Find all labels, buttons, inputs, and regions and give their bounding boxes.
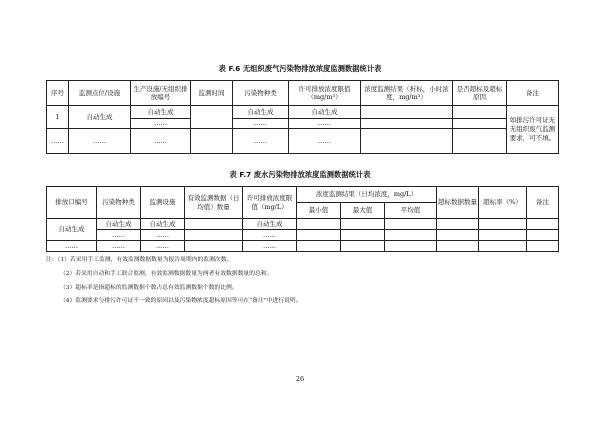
header-cell: 备注 [507,81,559,106]
table-cell [341,241,385,252]
subheader-cell: 最小值 [297,203,341,219]
table-cell [297,219,341,230]
table-cell [185,219,243,230]
header-cell: 浓度监测结果（折标，小时浓度，mg/m³） [361,81,453,106]
note-line: （2）若采用自动和手工联合监测，有效监测数据数量为两者有效数据数量的总和。 [60,270,273,277]
header-cell: 有效监测数据（日均值）数量 [185,187,243,219]
table-cell: …… [97,230,141,241]
subheader-cell: 最大值 [341,203,385,219]
subheader-cell: 平均值 [385,203,437,219]
table-cell [361,129,453,154]
table-cell: 自动生成 [243,219,297,230]
header-cell: 超标数据数量 [437,187,479,219]
note-line: （3）超标率是指超标的监测数据个数占总有效监测数据个数的比例。 [60,284,238,291]
page-number: 26 [295,375,305,383]
table-cell [361,106,453,119]
note-line: 注：（1）若采用手工监测，有效监测数据数量为报告周期内的监测次数。 [46,257,233,263]
table-f6-title: 表 F.6 无组织废气污染物排放浓度监测数据统计表 [218,64,382,73]
remark-cell: 如排污许可证无无组织废气监测要求，可不填。 [507,106,559,154]
table-f6 [46,80,559,154]
table-cell: 自动生成 [131,106,191,119]
header-cell: 超标率（%） [479,187,527,219]
table-cell: …… [243,241,297,252]
table-notes [46,254,558,309]
table-cell: …… [289,129,361,154]
table-cell [453,106,507,119]
header-cell: 生产设施/无组织排放编号 [131,81,191,106]
header-cell: 备注 [527,187,559,219]
header-cell: 序号 [47,81,69,106]
table-cell: 自动生成 [233,106,289,119]
table-cell [341,219,385,230]
table-cell: …… [131,119,191,129]
table-header-row [47,81,559,106]
table-row [47,129,559,154]
table-cell: …… [233,129,289,154]
table-cell [185,230,243,241]
header-cell: 许可排放浓度限值（mg/m³） [289,81,361,106]
table-cell [453,129,507,154]
table-f7 [46,186,559,252]
header-cell: 许可排放浓度限值（mg/L） [243,187,297,219]
table-cell: …… [69,129,131,154]
table-cell: 自动生成 [97,219,141,230]
table-cell [479,230,527,241]
table-row [47,219,559,230]
header-cell: 监测时间 [191,81,233,106]
table-cell [341,230,385,241]
table-cell: …… [97,241,141,252]
table-cell: 自动生成 [69,106,131,129]
table-cell [479,219,527,230]
table-cell [297,241,341,252]
header-cell: 污染物种类 [97,187,141,219]
table-cell [437,241,479,252]
table-cell: 1 [47,106,69,129]
table-header-row [47,187,559,203]
table-cell: …… [47,241,97,252]
table-cell [527,241,559,252]
note-line: （4）监测要求与排污许可证不一致的原因以及污染物浓度超标原因等可在“备注”中进行说明。 [60,298,302,305]
table-cell: …… [289,119,361,129]
table-cell [527,230,559,241]
table-cell: …… [233,119,289,129]
table-cell: …… [47,129,69,154]
table-cell [437,230,479,241]
table-cell [185,241,243,252]
table-cell [385,241,437,252]
table-f7-title: 表 F.7 废水污染物排放浓度监测数据统计表 [229,170,371,179]
header-cell: 监测点位/设施 [69,81,131,106]
table-cell: 自动生成 [289,106,361,119]
table-cell [385,230,437,241]
header-cell: 排放口编号 [47,187,97,219]
table-cell: …… [141,241,185,252]
table-cell [437,219,479,230]
table-cell [527,219,559,230]
table-cell: 自动生成 [141,219,185,230]
table-row [47,241,559,252]
table-cell [297,230,341,241]
table-cell [191,129,233,154]
header-cell: 是否超标及超标原因 [453,81,507,106]
table-cell: …… [131,129,191,154]
table-cell: 自动生成 [47,219,97,241]
table-row [47,106,559,119]
table-row [47,230,559,241]
header-cell: 浓度监测结果（日均浓度，mg/L） [297,187,437,203]
table-cell [453,119,507,129]
table-cell: …… [243,230,297,241]
table-cell [191,106,233,129]
table-cell [361,119,453,129]
header-cell: 污染物种类 [233,81,289,106]
table-cell [385,219,437,230]
table-cell: …… [141,230,185,241]
header-cell: 监测设施 [141,187,185,219]
table-cell [479,241,527,252]
